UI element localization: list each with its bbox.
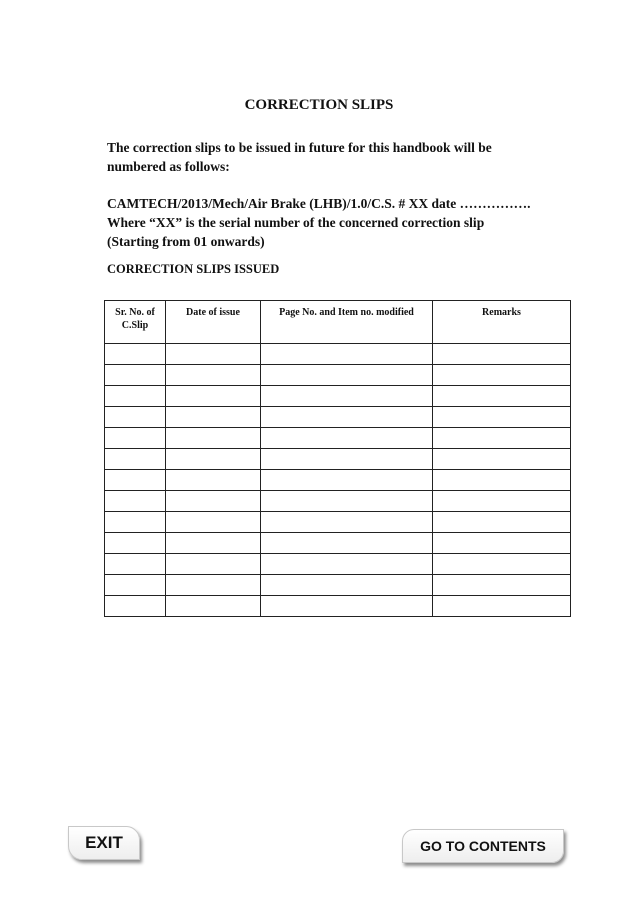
header-date-of-issue: Date of issue <box>166 301 261 344</box>
table-cell <box>105 491 166 512</box>
table-cell <box>261 554 433 575</box>
table-cell <box>105 407 166 428</box>
table-cell <box>261 428 433 449</box>
header-sr-no: Sr. No. of C.Slip <box>105 301 166 344</box>
issued-heading: CORRECTION SLIPS ISSUED <box>107 262 280 276</box>
format-line: CAMTECH/2013/Mech/Air Brake (LHB)/1.0/C.S. # XX date ……………. <box>107 196 531 211</box>
table-cell <box>166 596 261 617</box>
table-cell <box>261 575 433 596</box>
exit-button[interactable]: EXIT <box>68 826 140 860</box>
intro-line-1: The correction slips to be issued in future for this handbook will be <box>107 140 492 155</box>
table-row <box>105 575 571 596</box>
table-header-row <box>105 301 571 344</box>
table-cell <box>105 449 166 470</box>
header-remarks: Remarks <box>433 301 571 344</box>
table-cell <box>433 407 571 428</box>
table-cell <box>261 491 433 512</box>
starting-line: (Starting from 01 onwards) <box>107 234 265 249</box>
table-cell <box>166 449 261 470</box>
table-cell <box>261 596 433 617</box>
table-cell <box>166 428 261 449</box>
table-cell <box>433 575 571 596</box>
table-cell <box>166 575 261 596</box>
table-cell <box>433 365 571 386</box>
table-cell <box>166 407 261 428</box>
table-row <box>105 449 571 470</box>
table-cell <box>433 386 571 407</box>
table-cell <box>433 512 571 533</box>
table-cell <box>433 554 571 575</box>
table-cell <box>433 344 571 365</box>
table-cell <box>105 365 166 386</box>
table-cell <box>166 533 261 554</box>
table-cell <box>261 470 433 491</box>
table-cell <box>433 596 571 617</box>
table-row <box>105 470 571 491</box>
correction-slips-table <box>104 300 571 617</box>
table-cell <box>166 470 261 491</box>
table-cell <box>105 428 166 449</box>
numbering-format-paragraph <box>107 194 607 251</box>
table-cell <box>261 533 433 554</box>
table-row <box>105 533 571 554</box>
intro-line-2: numbered as follows: <box>107 159 230 174</box>
table-cell <box>166 386 261 407</box>
table-cell <box>105 386 166 407</box>
table-cell <box>105 344 166 365</box>
table-cell <box>105 512 166 533</box>
table-cell <box>166 491 261 512</box>
table-row <box>105 407 571 428</box>
table-cell <box>166 344 261 365</box>
table-cell <box>105 533 166 554</box>
table-row <box>105 344 571 365</box>
table-row <box>105 491 571 512</box>
table-cell <box>105 470 166 491</box>
table-cell <box>166 365 261 386</box>
header-page-item-modified: Page No. and Item no. modified <box>261 301 433 344</box>
intro-paragraph <box>107 138 607 176</box>
table-cell <box>105 596 166 617</box>
table-row <box>105 554 571 575</box>
table-cell <box>433 491 571 512</box>
table-cell <box>261 449 433 470</box>
go-to-contents-button[interactable]: GO TO CONTENTS <box>402 829 564 863</box>
where-line: Where “XX” is the serial number of the concerned correction slip <box>107 215 485 230</box>
table-cell <box>166 554 261 575</box>
table-cell <box>105 554 166 575</box>
table-cell <box>433 470 571 491</box>
table-cell <box>261 386 433 407</box>
table-row <box>105 428 571 449</box>
table-cell <box>105 575 166 596</box>
table-cell <box>433 449 571 470</box>
table-row <box>105 512 571 533</box>
table-body <box>105 344 571 617</box>
table-cell <box>261 512 433 533</box>
table-row <box>105 386 571 407</box>
table-cell <box>261 365 433 386</box>
table-cell <box>261 407 433 428</box>
table-cell <box>433 428 571 449</box>
table-row <box>105 365 571 386</box>
table-cell <box>166 512 261 533</box>
table-cell <box>261 344 433 365</box>
page-title: CORRECTION SLIPS <box>244 97 394 113</box>
table-cell <box>433 533 571 554</box>
table-row <box>105 596 571 617</box>
